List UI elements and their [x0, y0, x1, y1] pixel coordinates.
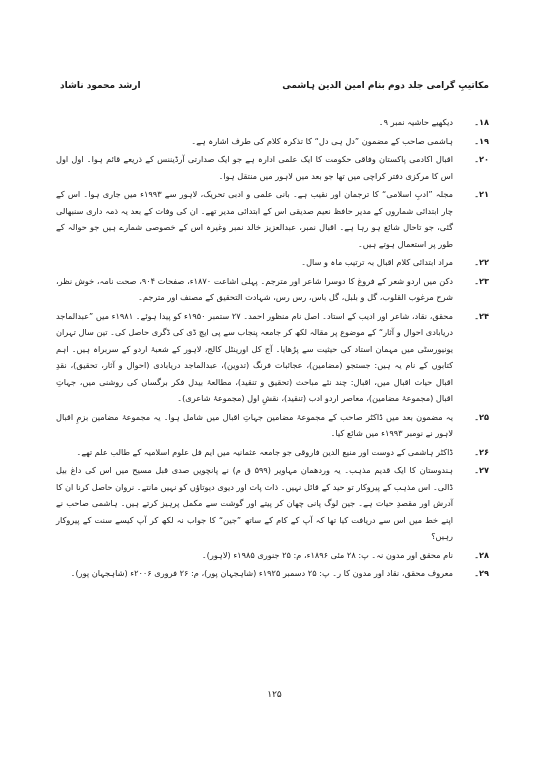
- endnote: [56, 409, 489, 442]
- endnote: [56, 565, 489, 582]
- running-header: [60, 78, 489, 94]
- endnote-text: معروف محقق، نقاد اور مدون کا ر۔ پ: ۲۵ دسمبر ۱۹۲۵ء (شاہجہان پور)، م: ۲۶ فروری ۲۰۰۶ء (شاہجہان پور)۔: [70, 568, 453, 578]
- endnote-number: ۲۰۔: [474, 154, 489, 164]
- endnote-number: ۲۶۔: [474, 446, 489, 457]
- endnote-text: اقبال اکادمی پاکستان وفاقی حکومت کا ایک علمی ادارہ ہے جو ایک صدارتی آرڈیننس کے ذریعے قائم ہوا۔ اول اول اس کا مرکزی دفتر کراچی میں تھا جو بعد میں لاہور میں منتقل ہوا۔: [56, 154, 453, 181]
- endnote-number: ۲۸۔: [474, 549, 489, 560]
- endnote-text: نام محقق اور مدون نہ۔ پ: ۲۸ مئی ۱۸۹۶ء، م: ۲۵ جنوری ۱۹۸۵ء (لاہور)۔: [201, 549, 453, 560]
- endnote-text: دیکھیے حاشیہ نمبر ۹۔: [378, 117, 453, 127]
- endnote-number: ۲۹۔: [474, 568, 489, 578]
- endnote-number: ۲۴۔: [474, 310, 489, 321]
- endnote-text: دکن میں اردو شعر کے فروغ کا دوسرا شاعر اور مترجم۔ پہلی اشاعت ۱۸۷۰ء، صفحات ۹۰۴، صحت نامہ، خوش نظر، شرح مرغوب القلوب، گل و بلبل، گل باس، رس رس، شہادت التحقیق کے مصنف اور مترجم۔: [56, 275, 454, 302]
- endnote-number: ۱۹۔: [474, 135, 489, 146]
- endnote: [56, 151, 489, 184]
- endnote-text: ہاشمی صاحب کے مضمون ”دل ہی دل“ کا تذکرہ کلام کی طرف اشارہ ہے۔: [191, 135, 453, 146]
- endnote: [56, 308, 489, 407]
- endnote: [56, 273, 489, 306]
- endnote-text: محقق، نقاد، شاعر اور ادیب کے استاد۔ اصل نام منظور احمد۔ ۲۷ ستمبر ۱۹۵۰ء کو پیدا ہوئے۔ ۱۹۸۱ء میں ”عبدالماجد دریابادی احوال و آثار“ کے موضوع پر مقالہ لکھ کر جامعہ پنجاب سے پی ایچ ڈی کی ڈگری حاصل کی۔ تین سال تہران یونیورسٹی میں مہمان استاد کی حیثیت سے پڑھایا۔ آج کل اورینٹل کالج، لاہور کے شعبۂ اردو کے سربراہ ہیں۔ اہم کتابوں کے نام یہ ہیں: جستجو (مضامین)، عجائبات فرنگ (تدوین)، عبدالماجد دریابادی (احوال و آثار، تحقیق)، نقدِ اقبال حیات اقبال میں، اقبال: چند نئے مباحث (تحقیق و تنقید)، مطالعۂ بیدل فکر برگساں کی روشنی میں، جہاتِ اقبال (مجموعۂ مضامین)، معاصر اردو ادب (تنقید)، نقشِ اول (مجموعۂ شاعری)۔: [56, 310, 453, 403]
- endnotes-list: [56, 114, 489, 584]
- endnote-text: یہ مضمون بعد میں ڈاکٹر صاحب کے مجموعۂ مضامین جہاتِ اقبال میں شامل ہوا۔ یہ مجموعۂ مضامین بزمِ اقبال لاہور نے نومبر ۱۹۹۳ء میں شائع کیا۔: [56, 411, 453, 438]
- endnote-number: ۲۳۔: [474, 275, 489, 286]
- endnote: [56, 133, 489, 150]
- endnote-number: ۱۸۔: [474, 117, 489, 127]
- endnote: [56, 186, 489, 252]
- endnote: [56, 444, 489, 461]
- endnote-number: ۲۱۔: [474, 189, 489, 199]
- endnote-text: مجلہ ”ادبِ اسلامی“ کا ترجمان اور نقیب ہے۔ بانی علمی و ادبی تحریک، لاہور سے ۱۹۹۳ء میں جاری ہوا۔ اس کے چار ابتدائی شماروں کے مدیر حافظ نعیم صدیقی اس کے ابتدائی مدیر تھے۔ ان کی وفات کے بعد یہ ذمہ داری سنبھالی گئی، جو تاحال شائع ہو رہا ہے۔ اقبال نمبر، عبدالعزیز خالد نمبر وغیرہ اس کے خصوصی شمارے ہیں جو حوالہ کے طور پر استعمال ہوتے ہیں۔: [56, 189, 453, 249]
- endnote-number: ۲۷۔: [474, 465, 489, 475]
- endnote: [56, 254, 489, 271]
- endnote-text: ڈاکٹر ہاشمی کے دوست اور منیع الدین فاروقی جو جامعہ عثمانیہ میں ایم فل علوم اسلامیہ کے طالب علم تھے۔: [76, 446, 453, 457]
- endnote-text: مراد ابتدائی کلام اقبال بہ ترتیب ماہ و سال۔: [301, 257, 453, 267]
- endnote-text: ہندوستان کا ایک قدیم مذہب۔ یہ وردھمان مہاویر (۵۹۹ ق م) نے پانچویں صدی قبل مسیح میں اس کی داغ بیل ڈالی۔ اس مذہب کے پیروکار تو حید کے قائل نہیں۔ ذات پات اور دیوی دیوتاؤں کو نہیں مانتے۔ نروان حاصل کرنا ان کا آدرش اور مقصدِ حیات ہے۔ جین لوگ پانی چھان کر پیتے اور گوشت سے مکمل پرہیز کرتے ہیں۔ ہاشمی صاحب نے اپنے خط میں اس سے دریافت کیا تھا کہ آپ کے کام کے ساتھ ”جین“ کا جواب نہ لکھ کر آپ کیسے سنت کے پیروکار رہیں؟: [56, 465, 453, 541]
- header-author: ارشد محمود ناشاد: [60, 81, 141, 91]
- endnote-number: ۲۵۔: [474, 411, 489, 422]
- endnote-number: ۲۲۔: [474, 257, 489, 267]
- page-number: ۱۲۵: [267, 690, 282, 700]
- endnote: [56, 114, 489, 131]
- endnote: [56, 547, 489, 564]
- endnote: [56, 462, 489, 545]
- header-book-title: مکاتیبِ گرامی جلد دوم بنام امین الدین ہاشمی: [282, 81, 489, 91]
